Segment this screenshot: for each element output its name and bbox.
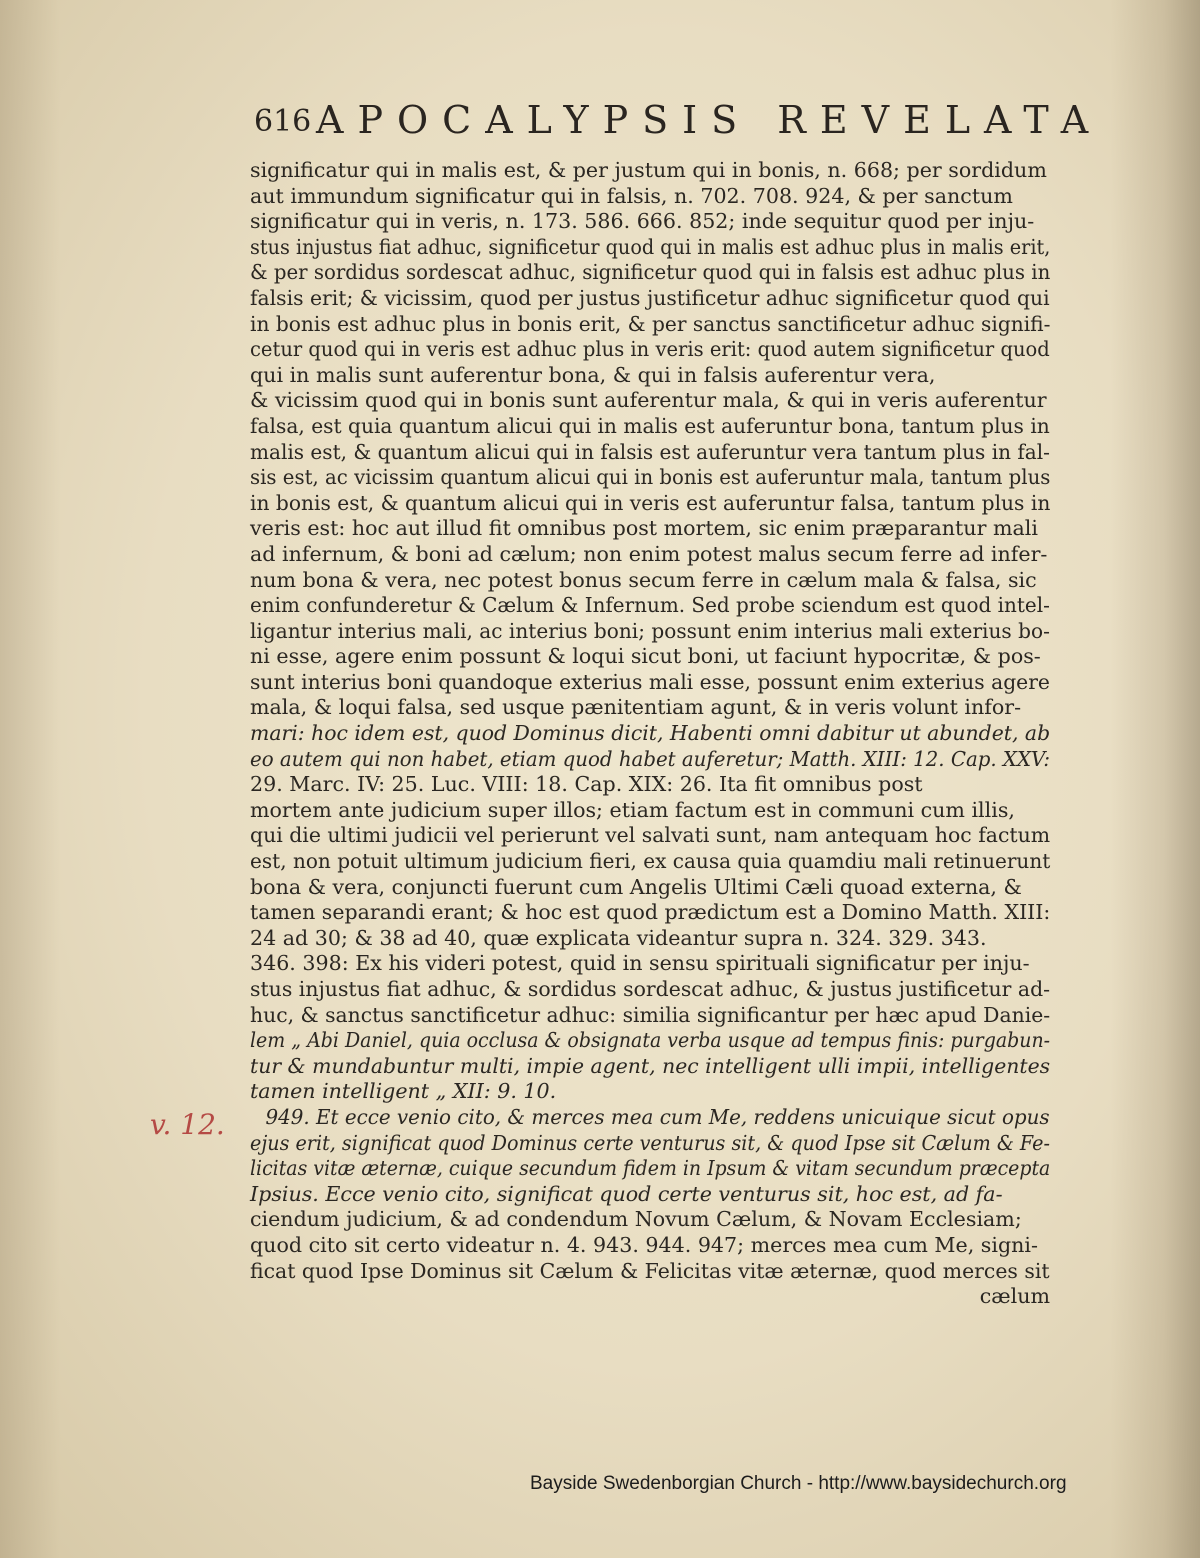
running-header <box>254 98 1103 158</box>
text-line: ad infernum, & boni ad cælum; non enim potest malus secum ferre ad infer- <box>250 541 1048 566</box>
text-line: ejus erit, significat quod Dominus certe venturus sit, & quod Ipse sit Cælum & Fe- <box>250 1130 1050 1155</box>
running-title: APOCALYPSIS REVELATA <box>316 98 1103 142</box>
text-line: qui in malis sunt auferentur bona, & qui in falsis auferentur vera, <box>250 362 936 387</box>
text-line: cetur quod qui in veris est adhuc plus in veris erit: quod autem significetur quod <box>250 337 1050 362</box>
text-line: sunt interius boni quandoque exterius mali esse, possunt enim exterius agere <box>250 669 1050 694</box>
catchword: cælum <box>979 1284 1050 1309</box>
page-left-shadow <box>0 0 60 1558</box>
text-line: ficat quod Ipse Dominus sit Cælum & Felicitas vitæ æternæ, quod merces sit <box>250 1258 1050 1283</box>
text-line: est, non potuit ultimum judicium fieri, ex causa quia quamdiu mali retinuerunt <box>250 849 1051 874</box>
margin-annotation: v. 12. <box>150 1108 225 1141</box>
text-line: quod cito sit certo videatur n. 4. 943. 944. 947; merces mea cum Me, signi- <box>250 1232 1038 1257</box>
body-text <box>250 158 1050 1310</box>
text-line: falsis erit; & vicissim, quod per justus justificetur adhuc significetur quod qui <box>250 285 1050 310</box>
page-spine-shadow <box>1110 0 1200 1558</box>
text-line: tur & mundabuntur multi, impie agent, nec intelligent ulli impii, intelligentes <box>250 1053 1051 1078</box>
text-line: mari: hoc idem est, quod Dominus dicit, Habenti omni dabitur ut abundet, ab <box>250 721 1051 746</box>
text-line: Ipsius. Ecce venio cito, significat quod certe venturus sit, hoc est, ad fa- <box>250 1181 1003 1206</box>
text-line: stus injustus fiat adhuc, significetur quod qui in malis est adhuc plus in malis erit, <box>250 234 1051 259</box>
text-line: bona & vera, conjuncti fuerunt cum Angelis Ultimi Cæli quoad externa, & <box>250 874 1022 899</box>
text-line: tamen intelligent „ XII: 9. 10. <box>250 1079 557 1104</box>
text-line: enim confunderetur & Cælum & Infernum. Sed probe sciendum est quod intel- <box>250 593 1050 618</box>
text-line: 29. Marc. IV: 25. Luc. VIII: 18. Cap. XIX: 26. Ita fit omnibus post <box>250 772 923 797</box>
text-line: 949. Et ecce venio cito, & merces mea cum Me, reddens unicuique sicut opus <box>265 1104 1050 1129</box>
text-line: huc, & sanctus sanctificetur adhuc: similia significantur per hæc apud Danie- <box>250 1002 1051 1027</box>
text-line: & vicissim quod qui in bonis sunt auferentur mala, & qui in veris auferentur <box>250 388 1047 413</box>
text-line: sis est, ac vicissim quantum alicui qui in bonis est auferuntur mala, tantum plus <box>250 465 1051 490</box>
watermark-credit: Bayside Swedenborgian Church - http://www.baysidechurch.org <box>530 1473 1067 1494</box>
text-line: num bona & vera, nec potest bonus secum ferre in cælum mala & falsa, sic <box>250 567 1037 592</box>
text-line: ciendum judicium, & ad condendum Novum Cælum, & Novam Ecclesiam; <box>250 1207 1022 1232</box>
text-line: mala, & loqui falsa, sed usque pænitentiam agunt, & in veris volunt infor- <box>250 695 1022 720</box>
text-line: qui die ultimi judicii vel perierunt vel salvati sunt, nam antequam hoc factum <box>250 823 1051 848</box>
text-line: aut immundum significatur qui in falsis, n. 702. 708. 924, & per sanctum <box>250 183 1013 208</box>
text-line: tamen separandi erant; & hoc est quod prædictum est a Domino Matth. XIII: <box>250 900 1051 925</box>
text-line: in bonis est adhuc plus in bonis erit, & per sanctus sanctificetur adhuc signifi- <box>250 311 1051 336</box>
text-line: eo autem qui non habet, etiam quod habet auferetur; Matth. XIII: 12. Cap. XXV: <box>250 746 1050 771</box>
text-line: licitas vitæ æternæ, cuique secundum fidem in Ipsum & vitam secundum præcepta <box>250 1156 1051 1181</box>
text-line: ligantur interius mali, ac interius boni; possunt enim interius mali exterius bo- <box>250 618 1050 643</box>
text-line: ni esse, agere enim possunt & loqui sicut boni, ut faciunt hypocritæ, & pos- <box>250 644 1041 669</box>
text-line: lem „ Abi Daniel, quia occlusa & obsignata verba usque ad tempus finis: purgabun- <box>250 1028 1051 1053</box>
text-line: in bonis est, & quantum alicui qui in veris est auferuntur falsa, tantum plus in <box>250 490 1051 515</box>
text-line: veris est: hoc aut illud fit omnibus post mortem, sic enim præparantur mali <box>250 516 1038 541</box>
text-line: stus injustus fiat adhuc, & sordidus sordescat adhuc, & justus justificetur ad- <box>250 977 1051 1001</box>
text-line: significatur qui in veris, n. 173. 586. 666. 852; inde sequitur quod per inju- <box>250 209 1035 234</box>
text-line: significatur qui in malis est, & per justum qui in bonis, n. 668; per sordidum <box>250 158 1047 182</box>
text-line: 346. 398: Ex his videri potest, quid in sensu spirituali significatur per inju- <box>250 951 1030 976</box>
text-line: mortem ante judicium super illos; etiam factum est in communi cum illis, <box>250 797 1015 822</box>
text-line: 24 ad 30; & 38 ad 40, quæ explicata videantur supra n. 324. 329. 343. <box>250 925 987 950</box>
page-number: 616 <box>254 104 312 139</box>
text-line: malis est, & quantum alicui qui in falsis est auferuntur vera tantum plus in fal- <box>250 439 1050 464</box>
text-line: & per sordidus sordescat adhuc, significetur quod qui in falsis est adhuc plus in <box>250 260 1051 285</box>
text-line: falsa, est quia quantum alicui qui in malis est auferuntur bona, tantum plus in <box>250 413 1050 438</box>
